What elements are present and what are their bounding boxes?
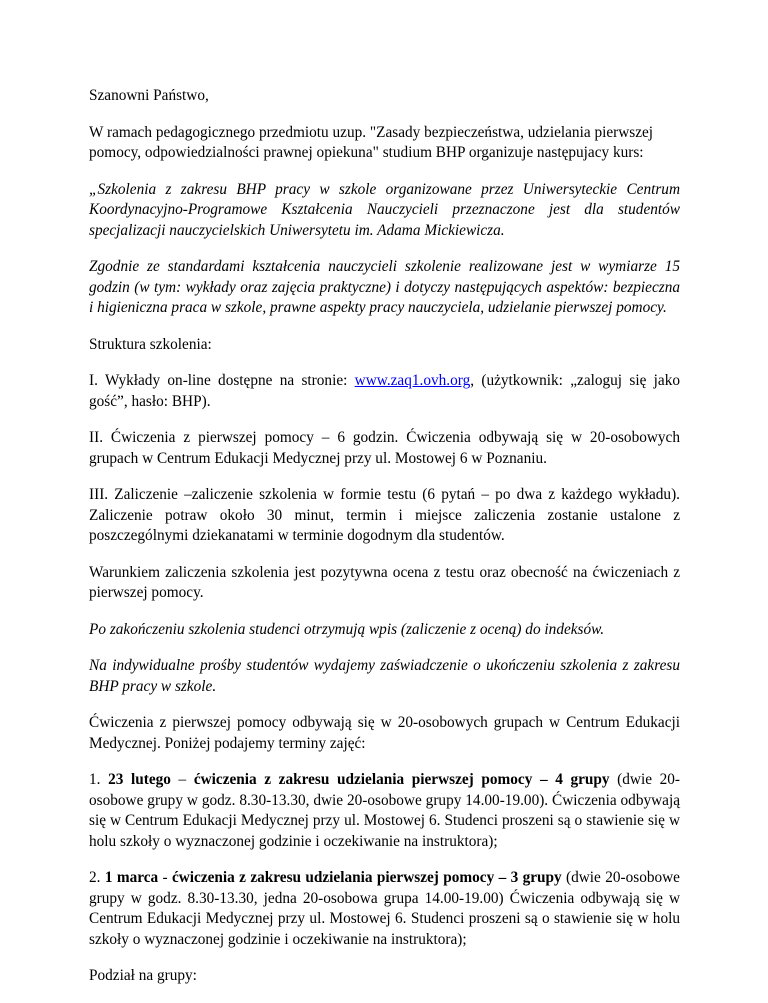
lectures-link[interactable]: www.zaq1.ovh.org	[354, 372, 471, 389]
schedule-intro: Ćwiczenia z pierwszej pomocy odbywają się w 20-osobowych grupach w Centrum Edukacji Medycznej. Poniżej podajemy terminy zajęć:	[89, 714, 680, 752]
schedule-item-2-separator: -	[158, 869, 172, 886]
structure-heading: Struktura szkolenia:	[89, 335, 212, 353]
greeting: Szanowni Państwo,	[89, 87, 209, 104]
completion-condition: Warunkiem zaliczenia szkolenia jest pozytywna ocena z testu oraz obecność na ćwiczeniach z pierwszej pomocy.	[89, 563, 680, 601]
schedule-item-1-title: ćwiczenia z zakresu udzielania pierwszej pomocy – 4 grupy	[193, 771, 610, 788]
schedule-item-2-details: (dwie 20-osobowe grupy w godz. 8.30-13.30, jedna 20-osobowa grupa 14.00-19.00) Ćwiczenia odbywają się w Centrum Edukacji Medycznej przy ul. Mostowej 6. Studenci proszeni są o stawienie się w holu szkoły o wyznaczonej godzinie i oczekiwanie na instruktora);	[89, 869, 680, 948]
groups-heading: Podział na grupy:	[89, 967, 197, 984]
after-course-note: Po zakończeniu szkolenia studenci otrzymują wpis (zaliczenie z oceną) do indeksów.	[89, 620, 605, 638]
structure-item-1-credentials: , (użytkownik: „zaloguj się jako gość”, hasło: BHP).	[89, 372, 681, 410]
structure-item-1	[89, 371, 680, 412]
intro-paragraph: W ramach pedagogicznego przedmiotu uzup. "Zasady bezpieczeństwa, udzielania pierwszej pomocy, odpowiedzialności prawnej opiekuna" studium BHP organizuje następujacy kurs:	[89, 123, 654, 161]
schedule-item-1-number: 1.	[89, 771, 109, 788]
quote-paragraph-2: Zgodnie ze standardami kształcenia nauczycieli szkolenie realizowane jest w wymiarze 15 godzin (w tym: wykłady oraz zajęcia praktyczne) i dotyczy następujących aspektów: bezpieczna i higieniczna praca w szkole, prawne aspekty pracy nauczyciela, udzielanie pierwszej pomocy.	[89, 258, 680, 316]
schedule-item-2-number: 2.	[89, 869, 105, 886]
schedule-item-1-separator: –	[170, 771, 194, 788]
schedule-item-2-date: 1 marca	[104, 869, 159, 886]
certificate-note: Na indywidualne prośby studentów wydajemy zaświadczenie o ukończeniu szkolenia z zakresu BHP pracy w szkole.	[89, 657, 680, 695]
quote-paragraph-1: „Szkolenia z zakresu BHP pracy w szkole organizowane przez Uniwersyteckie Centrum Koordynacyjno-Programowe Kształcenia Nauczycieli przeznaczone jest dla studentów specjalizacji nauczycielskich Uniwersytetu im. Adama Mickiewicza.	[89, 180, 680, 239]
schedule-item-2	[89, 868, 680, 950]
structure-item-1-text: I. Wykłady on-line dostępne na stronie:	[89, 372, 355, 389]
document-page	[89, 86, 680, 1003]
schedule-item-1	[89, 770, 680, 852]
schedule-item-1-date: 23 lutego	[108, 771, 171, 788]
schedule-item-2-title: ćwiczenia z zakresu udzielania pierwszej pomocy – 3 grupy	[171, 869, 562, 886]
structure-item-2: II. Ćwiczenia z pierwszej pomocy – 6 godzin. Ćwiczenia odbywają się w 20-osobowych grupach w Centrum Edukacji Medycznej przy ul. Mostowej 6 w Poznaniu.	[89, 429, 680, 467]
schedule-item-1-details: (dwie 20-osobowe grupy w godz. 8.30-13.30, dwie 20-osobowe grupy 14.00-19.00). Ćwiczenia odbywają się w Centrum Edukacji Medycznej przy ul. Mostowej 6. Studenci proszeni są o stawienie się w holu szkoły o wyznaczonej godzinie i oczekiwanie na instruktora);	[89, 771, 681, 850]
structure-item-3: III. Zaliczenie –zaliczenie szkolenia w formie testu (6 pytań – po dwa z każdego wykładu). Zaliczenie potraw około 30 minut, termin i miejsce zaliczenia zostanie ustalone z poszczególnymi dziekanatami w terminie dogodnym dla studentów.	[89, 486, 680, 544]
